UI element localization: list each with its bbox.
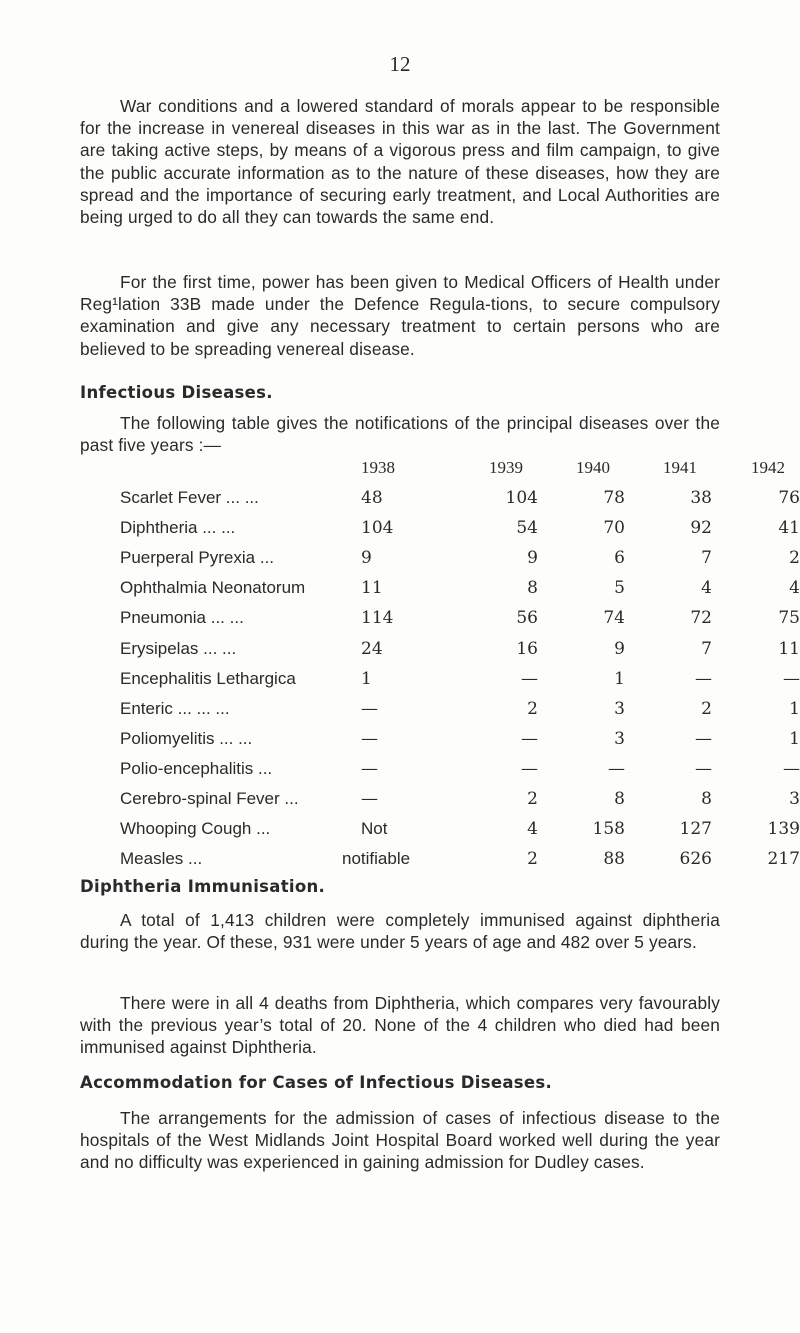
table-cell-1938: notifiable xyxy=(342,849,411,869)
venereal-paragraph-1: War conditions and a lowered standard of morals appear to be responsible for the increase in venereal diseases in this war as in the last. The Government are taking active steps, by means of a vigorous press and film campaign, to give the public accurate information as to the nature of these diseases, how they are spread and the importance of securing early treatment, and Local Authorities are being urged to do all they can towards the same end. xyxy=(80,96,720,228)
table-cell-1939: — xyxy=(521,668,538,689)
table-cell-1938: 9 xyxy=(361,548,372,569)
disease-label: Pneumonia ... ... xyxy=(120,608,244,628)
table-cell-1939: 56 xyxy=(516,608,538,629)
year-header-1938: 1938 xyxy=(361,458,395,477)
table-cell-1939: 104 xyxy=(505,488,538,508)
table-cell-1938: 48 xyxy=(361,488,383,508)
year-header-1941: 1941 xyxy=(663,458,697,477)
table-cell-1939: 16 xyxy=(516,638,538,659)
table-cell-1942: 2 xyxy=(789,548,800,569)
table-cell-1938: 1 xyxy=(361,668,372,689)
table-cell-1942: 1 xyxy=(789,698,800,719)
disease-label: Encephalitis Lethargica xyxy=(120,668,296,688)
table-cell-1942: 41 xyxy=(778,518,800,539)
table-cell-1938: 11 xyxy=(361,578,383,599)
table-cell-1941: 7 xyxy=(701,548,712,569)
table-cell-1938: — xyxy=(361,728,378,749)
table-cell-1938: 114 xyxy=(361,608,394,629)
table-cell-1941: 7 xyxy=(701,638,712,659)
table-cell-1942: 1 xyxy=(789,728,800,749)
table-cell-1940: 78 xyxy=(603,488,625,508)
table-cell-1939: 2 xyxy=(527,789,538,809)
table-cell-1939: 54 xyxy=(516,518,538,539)
infectious-diseases-heading: Infectious Diseases. xyxy=(80,383,273,402)
table-cell-1941: 92 xyxy=(690,518,712,539)
table-cell-1940: 88 xyxy=(603,849,625,870)
disease-label: Polio-encephalitis ... xyxy=(120,758,273,778)
table-cell-1941: 72 xyxy=(690,608,712,629)
disease-label: Diphtheria ... ... xyxy=(120,518,236,538)
table-cell-1938: — xyxy=(361,789,378,809)
disease-label: Puerperal Pyrexia ... xyxy=(120,548,275,568)
year-header-1942: 1942 xyxy=(751,458,785,477)
table-cell-1940: 1 xyxy=(614,668,625,689)
disease-label: Measles ... xyxy=(120,849,203,869)
table-cell-1940: 3 xyxy=(614,698,625,719)
table-cell-1938: — xyxy=(361,698,378,719)
table-cell-1938: 24 xyxy=(361,638,383,659)
table-cell-1940: 6 xyxy=(614,548,625,569)
table-cell-1941: 4 xyxy=(701,578,712,599)
disease-label: Scarlet Fever ... ... xyxy=(120,488,259,507)
table-cell-1941: 626 xyxy=(679,849,712,870)
table-cell-1939: 8 xyxy=(527,578,538,599)
table-cell-1939: — xyxy=(521,758,538,779)
table-cell-1941: 127 xyxy=(679,819,712,840)
diphtheria-paragraph-1: A total of 1,413 children were completely immunised against diphtheria during the year. Of these, 931 were under 5 years of age and 482 over 5 years. xyxy=(80,910,720,953)
table-cell-1941: 2 xyxy=(701,698,712,719)
table-cell-1939: 9 xyxy=(527,548,538,569)
year-header-1940: 1940 xyxy=(576,458,610,477)
table-cell-1940: 74 xyxy=(603,608,625,629)
year-header-1939: 1939 xyxy=(489,458,523,477)
table-cell-1939: 4 xyxy=(527,819,538,840)
disease-label: Erysipelas ... ... xyxy=(120,638,237,658)
table-cell-1940: 9 xyxy=(614,638,625,659)
table-cell-1942: 3 xyxy=(789,789,800,809)
table-cell-1942: 139 xyxy=(767,819,800,840)
diphtheria-immunisation-heading: Diphtheria Immunisation. xyxy=(80,877,326,896)
table-cell-1940: 70 xyxy=(603,518,625,539)
venereal-paragraph-2: For the first time, power has been given to Medical Officers of Health under Reg¹lation 33B made under the Defence Regula-tions, to secure compulsory examination and give any necessary treatment to certain persons who are believed to be spreading venereal disease. xyxy=(80,272,720,359)
disease-label: Enteric ... ... ... xyxy=(120,698,230,718)
table-cell-1942: 76 xyxy=(778,488,800,508)
table-cell-1938: 104 xyxy=(361,518,394,539)
diphtheria-paragraph-2: There were in all 4 deaths from Diphtheria, which compares very favourably with the previous year’s total of 20. None of the 4 children who died had been immunised against Diphtheria. xyxy=(80,993,720,1058)
disease-label: Whooping Cough ... xyxy=(120,819,271,839)
table-cell-1940: 8 xyxy=(614,789,625,809)
page-number: 12 xyxy=(389,52,411,76)
accommodation-heading: Accommodation for Cases of Infectious Diseases. xyxy=(80,1073,553,1092)
disease-label: Ophthalmia Neonatorum xyxy=(120,578,306,598)
table-cell-1942: 75 xyxy=(778,608,800,629)
accommodation-paragraph-1: The arrangements for the admission of cases of infectious disease to the hospitals of the West Midlands Joint Hospital Board worked well during the year and no difficulty was experienced in gaining admission for Dudley cases. xyxy=(80,1108,720,1173)
table-cell-1938: — xyxy=(361,758,378,779)
table-cell-1941: 8 xyxy=(701,789,712,809)
table-cell-1939: — xyxy=(521,728,538,749)
table-cell-1939: 2 xyxy=(527,849,538,870)
table-cell-1941: — xyxy=(695,728,712,749)
table-cell-1938: Not xyxy=(361,819,388,839)
disease-label: Cerebro-spinal Fever ... xyxy=(120,789,299,808)
table-cell-1939: 2 xyxy=(527,698,538,719)
table-cell-1940: — xyxy=(608,758,625,779)
table-cell-1940: 5 xyxy=(614,578,625,599)
disease-label: Poliomyelitis ... ... xyxy=(120,728,253,748)
table-cell-1941: — xyxy=(695,758,712,779)
table-cell-1942: 217 xyxy=(767,849,800,870)
infectious-diseases-intro: The following table gives the notifications of the principal diseases over the past five years :— xyxy=(80,413,720,456)
table-cell-1940: 3 xyxy=(614,728,625,749)
table-cell-1941: — xyxy=(695,668,712,689)
table-cell-1942: 11 xyxy=(778,638,800,659)
table-cell-1942: — xyxy=(783,758,800,779)
table-cell-1940: 158 xyxy=(592,819,625,840)
table-cell-1941: 38 xyxy=(690,488,712,508)
table-cell-1942: — xyxy=(783,668,800,689)
table-cell-1942: 4 xyxy=(789,578,800,599)
